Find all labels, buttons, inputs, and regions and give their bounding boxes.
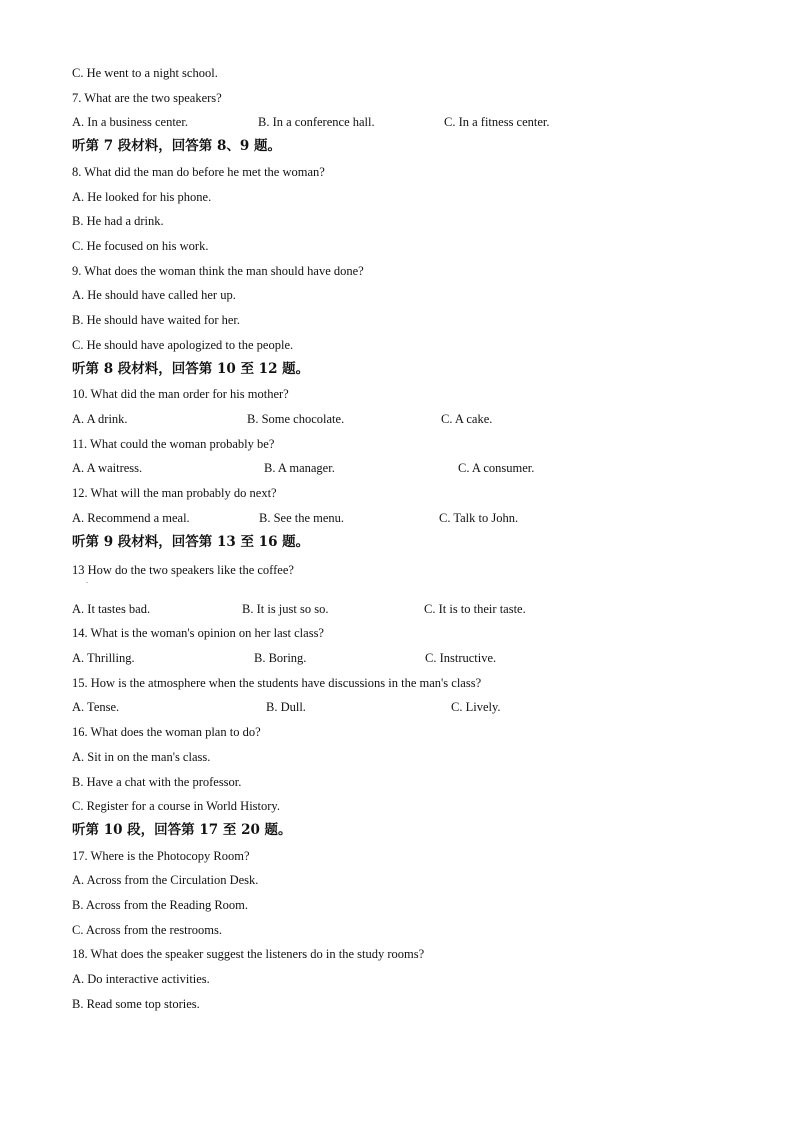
stray-dot-mark: . xyxy=(86,576,88,585)
option-b: B. In a conference hall. xyxy=(258,115,375,129)
option-line: B. He should have waited for her. xyxy=(72,313,241,327)
question-line: 8. What did the man do before he met the woman? xyxy=(72,165,325,179)
option-c: C. Talk to John. xyxy=(439,511,519,525)
section-heading: 听第 8 段材料，回答第 10 至 12 题。 xyxy=(72,361,310,377)
question-line: 14. What is the woman's opinion on her last class? xyxy=(72,626,324,640)
option-b: B. Dull. xyxy=(266,700,306,714)
option-line: C. He focused on his work. xyxy=(72,239,209,253)
option-b: B. It is just so so. xyxy=(242,602,329,616)
option-line: C. He should have apologized to the people. xyxy=(72,338,294,352)
option-line: B. Read some top stories. xyxy=(72,997,200,1011)
option-c: C. In a fitness center. xyxy=(444,115,550,129)
option-line: B. He had a drink. xyxy=(72,214,164,228)
option-a: A. A drink. xyxy=(72,412,128,426)
question-line: 7. What are the two speakers? xyxy=(72,91,222,105)
option-line: A. Do interactive activities. xyxy=(72,972,210,986)
option-line: A. He should have called her up. xyxy=(72,288,236,302)
option-a: A. Recommend a meal. xyxy=(72,511,190,525)
question-line: 12. What will the man probably do next? xyxy=(72,486,277,500)
option-line: A. He looked for his phone. xyxy=(72,190,212,204)
option-a: A. It tastes bad. xyxy=(72,602,151,616)
option-c: C. A consumer. xyxy=(458,461,535,475)
option-line: A. Across from the Circulation Desk. xyxy=(72,873,259,887)
question-line: 16. What does the woman plan to do? xyxy=(72,725,261,739)
option-line: A. Sit in on the man's class. xyxy=(72,750,211,764)
option-line: C. Across from the restrooms. xyxy=(72,923,222,937)
section-heading: 听第 9 段材料，回答第 13 至 16 题。 xyxy=(72,534,310,550)
question-line: 13 How do the two speakers like the coffee? xyxy=(72,563,294,577)
option-b: B. Some chocolate. xyxy=(247,412,345,426)
question-line: 18. What does the speaker suggest the listeners do in the study rooms? xyxy=(72,947,425,961)
question-line: 11. What could the woman probably be? xyxy=(72,437,275,451)
option-line: B. Have a chat with the professor. xyxy=(72,775,242,789)
question-line: 10. What did the man order for his mother? xyxy=(72,387,289,401)
option-a: A. A waitress. xyxy=(72,461,143,475)
option-b: B. A manager. xyxy=(264,461,335,475)
option-line: C. Register for a course in World History. xyxy=(72,799,280,813)
section-heading: 听第 10 段，回答第 17 至 20 题。 xyxy=(72,822,292,838)
option-a: A. In a business center. xyxy=(72,115,188,129)
option-line: B. Across from the Reading Room. xyxy=(72,898,249,912)
option-b: B. See the menu. xyxy=(259,511,345,525)
question-line: 9. What does the woman think the man should have done? xyxy=(72,264,364,278)
option-a: A. Tense. xyxy=(72,700,120,714)
question-line: 17. Where is the Photocopy Room? xyxy=(72,849,250,863)
option-c: C. Instructive. xyxy=(425,651,497,665)
option-c: C. It is to their taste. xyxy=(424,602,526,616)
option-a: A. Thrilling. xyxy=(72,651,135,665)
option-c: C. Lively. xyxy=(451,700,501,714)
option-line: C. He went to a night school. xyxy=(72,66,218,80)
question-line: 15. How is the atmosphere when the students have discussions in the man's class? xyxy=(72,676,482,690)
option-b: B. Boring. xyxy=(254,651,307,665)
option-c: C. A cake. xyxy=(441,412,493,426)
section-heading: 听第 7 段材料，回答第 8、9 题。 xyxy=(72,138,281,154)
